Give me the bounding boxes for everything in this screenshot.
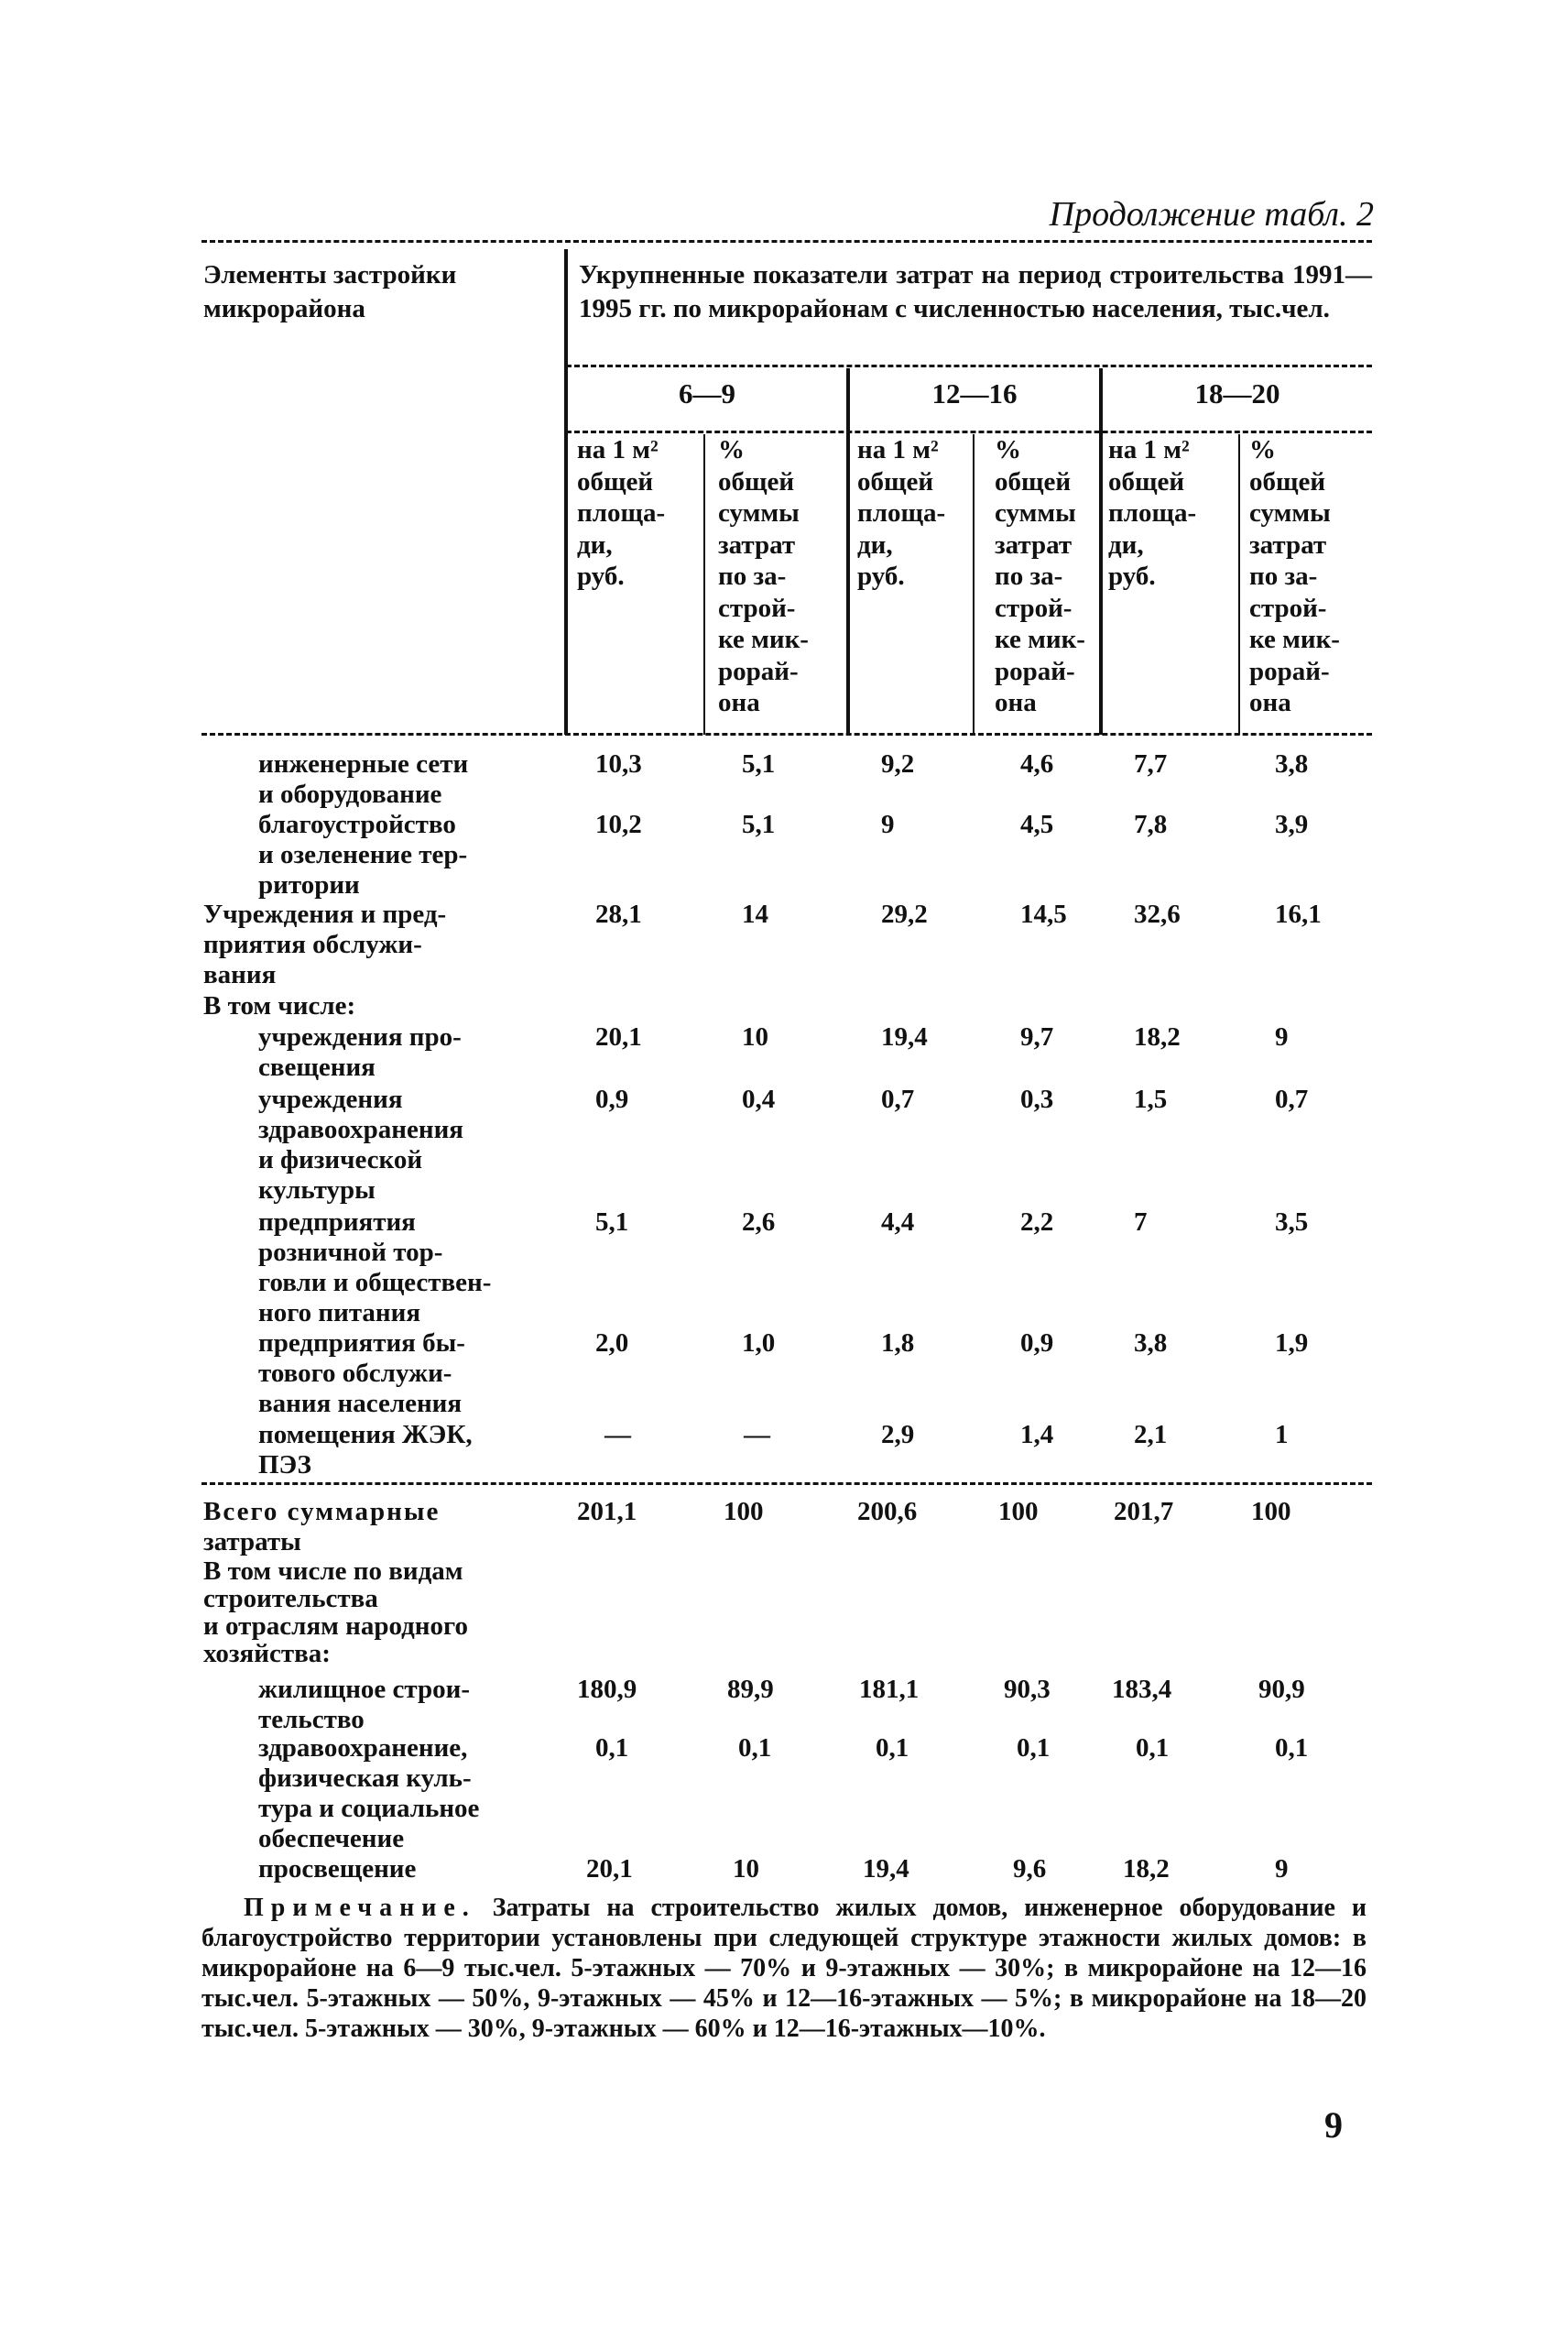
subheader-percent-2: % общей суммы затрат по за- строй- ке мик- рорай- она xyxy=(995,435,1085,717)
cell: 3,9 xyxy=(1275,810,1309,839)
cell: 4,5 xyxy=(1020,810,1054,839)
row-label: приятия обслужи- xyxy=(203,930,422,959)
cell: 0,7 xyxy=(1275,1085,1309,1114)
cell: 9,6 xyxy=(1013,1854,1047,1884)
cell: 14,5 xyxy=(1020,900,1067,929)
cell: 10,2 xyxy=(595,810,642,839)
table-caption: Продолжение табл. 2 xyxy=(1049,195,1374,234)
row-label: просвещение xyxy=(258,1854,417,1884)
note-title: Примечание. xyxy=(244,1894,476,1922)
row-label: здравоохранение, xyxy=(258,1733,468,1763)
row-label: ного питания xyxy=(258,1298,421,1327)
cell: 0,9 xyxy=(595,1085,629,1114)
row-label: культуры xyxy=(258,1175,376,1205)
subheader-per-m2-1: на 1 м² общей площа- ди, руб. xyxy=(577,435,666,591)
cell: 10 xyxy=(742,1022,768,1052)
cell: 29,2 xyxy=(881,900,928,929)
row-label: вания населения xyxy=(258,1389,463,1418)
cell: 18,2 xyxy=(1123,1854,1170,1884)
cell: 19,4 xyxy=(881,1022,928,1052)
cell: 3,5 xyxy=(1275,1207,1309,1237)
cell: 90,9 xyxy=(1258,1675,1305,1704)
row-label: хозяйства: xyxy=(203,1639,331,1668)
page-number: 9 xyxy=(1324,2104,1343,2146)
cell: 0,1 xyxy=(595,1733,629,1763)
cell: 32,6 xyxy=(1134,900,1181,929)
row-label: вания xyxy=(203,960,277,989)
header-main: Укрупненные показатели затрат на период строительства 1991—1995 гг. по микрорайонам с численностью населения, тыс.чел. xyxy=(579,260,1372,323)
vline-main xyxy=(564,249,568,735)
row-label: розничной тор- xyxy=(258,1238,443,1267)
header-elements: Элементы застройки микрорайона xyxy=(203,260,457,323)
row-label: помещения ЖЭК, xyxy=(258,1420,473,1449)
row-label: тура и социальное xyxy=(258,1794,480,1823)
subheader-percent-3: % общей суммы затрат по за- строй- ке мик- рорай- она xyxy=(1249,435,1340,717)
cell: 0,1 xyxy=(1017,1733,1051,1763)
cell: 18,2 xyxy=(1134,1022,1181,1052)
cell: 2,0 xyxy=(595,1328,629,1358)
cell: 2,6 xyxy=(742,1207,776,1237)
cell: 9 xyxy=(1275,1854,1289,1884)
header-group-divider xyxy=(566,365,1372,367)
cell: 0,1 xyxy=(1275,1733,1309,1763)
subheader-per-m2-3: на 1 м² общей площа- ди, руб. xyxy=(1108,435,1197,591)
cell: 89,9 xyxy=(727,1675,774,1704)
cell: 180,9 xyxy=(577,1675,637,1704)
cell: 0,7 xyxy=(881,1085,915,1114)
cell: 1 xyxy=(1275,1420,1289,1449)
cell: 1,4 xyxy=(1020,1420,1054,1449)
vline-group-2 xyxy=(1099,368,1103,735)
cell: 4,4 xyxy=(881,1207,915,1237)
cell: 5,1 xyxy=(742,749,776,779)
cell: — xyxy=(744,1420,770,1449)
row-label: и озеленение тер- xyxy=(258,840,468,869)
row-label: строительства xyxy=(203,1584,378,1613)
group-header-2: 12—16 xyxy=(931,377,1018,410)
cell: 28,1 xyxy=(595,900,642,929)
cell: 20,1 xyxy=(586,1854,633,1884)
cell: 3,8 xyxy=(1134,1328,1168,1358)
group-header-3: 18—20 xyxy=(1194,377,1280,410)
cell: 10,3 xyxy=(595,749,642,779)
group-header-1: 6—9 xyxy=(679,377,735,410)
cell: 181,1 xyxy=(859,1675,920,1704)
row-label: и оборудование xyxy=(258,780,442,809)
cell: 0,1 xyxy=(738,1733,772,1763)
cell: 0,1 xyxy=(1136,1733,1170,1763)
cell: 16,1 xyxy=(1275,900,1322,929)
row-label: обеспечение xyxy=(258,1824,405,1853)
row-label: Учреждения и пред- xyxy=(203,900,447,929)
row-label: предприятия xyxy=(258,1207,416,1237)
row-label: ПЭЗ xyxy=(258,1450,311,1480)
cell: 5,1 xyxy=(742,810,776,839)
row-label: здравоохранения xyxy=(258,1115,463,1144)
cell: 1,9 xyxy=(1275,1328,1309,1358)
header-bottom-border xyxy=(201,733,1372,736)
note-text: Затраты на строительство жилых домов, инженерное оборудование и благоустройство территории установлены при следующей структуре этажности жилых домов: в микрорайоне на 6—9 тыс.чел. 5-этажных — 70% и 9-этажных — 30%; в микрорайоне на 12—16 тыс.чел. 5-этажных — 50%, 9-этажных — 45% и 12—16-этажных — 5%; в микрорайоне на 18—20 тыс.чел. 5-этажных — 30%, 9-этажных — 60% и 12—16-этажных—10%. xyxy=(201,1894,1367,2043)
cell: 1,8 xyxy=(881,1328,915,1358)
row-label: благоустройство xyxy=(258,810,456,839)
vline-sub-3 xyxy=(1238,434,1240,735)
row-label: и отраслям народного xyxy=(203,1611,468,1641)
cell: 7,8 xyxy=(1134,810,1168,839)
row-label: жилищное строи- xyxy=(258,1675,470,1704)
row-label: предприятия бы- xyxy=(258,1328,465,1358)
subheader-per-m2-2: на 1 м² общей площа- ди, руб. xyxy=(857,435,946,591)
cell: 0,4 xyxy=(742,1085,776,1114)
cell: 3,8 xyxy=(1275,749,1309,779)
cell: 19,4 xyxy=(863,1854,909,1884)
cell: 10 xyxy=(733,1854,759,1884)
cell: 2,1 xyxy=(1134,1420,1168,1449)
cell: 100 xyxy=(998,1497,1039,1526)
row-label: учреждения xyxy=(258,1085,403,1114)
subheader-percent-1: % общей суммы затрат по за- строй- ке мик- рорай- она xyxy=(718,435,809,717)
cell: 4,6 xyxy=(1020,749,1054,779)
vline-group-1 xyxy=(846,368,850,735)
cell: 7 xyxy=(1134,1207,1148,1237)
cell: 201,1 xyxy=(577,1497,637,1526)
vline-sub-1 xyxy=(703,434,705,735)
row-label: ритории xyxy=(258,870,360,900)
row-label: В том числе: xyxy=(203,991,356,1021)
cell: 100 xyxy=(724,1497,764,1526)
cell: 9 xyxy=(1275,1022,1289,1052)
row-label: тового обслужи- xyxy=(258,1359,452,1388)
row-label: затраты xyxy=(203,1527,301,1556)
cell: 100 xyxy=(1251,1497,1291,1526)
cell: 1,5 xyxy=(1134,1085,1168,1114)
row-label: свещения xyxy=(258,1053,376,1082)
cell: 90,3 xyxy=(1004,1675,1051,1704)
cell: 20,1 xyxy=(595,1022,642,1052)
cell: 183,4 xyxy=(1112,1675,1172,1704)
vline-sub-2 xyxy=(973,434,975,735)
table-top-border xyxy=(201,240,1372,243)
cell: 9,7 xyxy=(1020,1022,1054,1052)
cell: 2,2 xyxy=(1020,1207,1054,1237)
cell: 0,1 xyxy=(876,1733,909,1763)
row-label: В том числе по видам xyxy=(203,1556,463,1586)
cell: — xyxy=(604,1420,631,1449)
row-label: тельство xyxy=(258,1705,365,1734)
cell: 0,3 xyxy=(1020,1085,1054,1114)
cell: 9,2 xyxy=(881,749,915,779)
cell: 200,6 xyxy=(857,1497,918,1526)
row-label: говли и обществен- xyxy=(258,1268,492,1297)
cell: 2,9 xyxy=(881,1420,915,1449)
cell: 201,7 xyxy=(1114,1497,1174,1526)
cell: 5,1 xyxy=(595,1207,629,1237)
header-sub-divider xyxy=(566,431,1372,433)
row-label: и физической xyxy=(258,1145,423,1174)
cell: 14 xyxy=(742,900,768,929)
row-label: инженерные сети xyxy=(258,749,469,779)
row-label: учреждения про- xyxy=(258,1022,462,1052)
row-label: Всего суммарные xyxy=(203,1497,441,1526)
cell: 0,9 xyxy=(1020,1328,1054,1358)
table-note xyxy=(201,1893,1367,2044)
row-label: физическая куль- xyxy=(258,1764,472,1793)
cell: 7,7 xyxy=(1134,749,1168,779)
cell: 1,0 xyxy=(742,1328,776,1358)
table-divider xyxy=(201,1482,1372,1485)
cell: 9 xyxy=(881,810,895,839)
